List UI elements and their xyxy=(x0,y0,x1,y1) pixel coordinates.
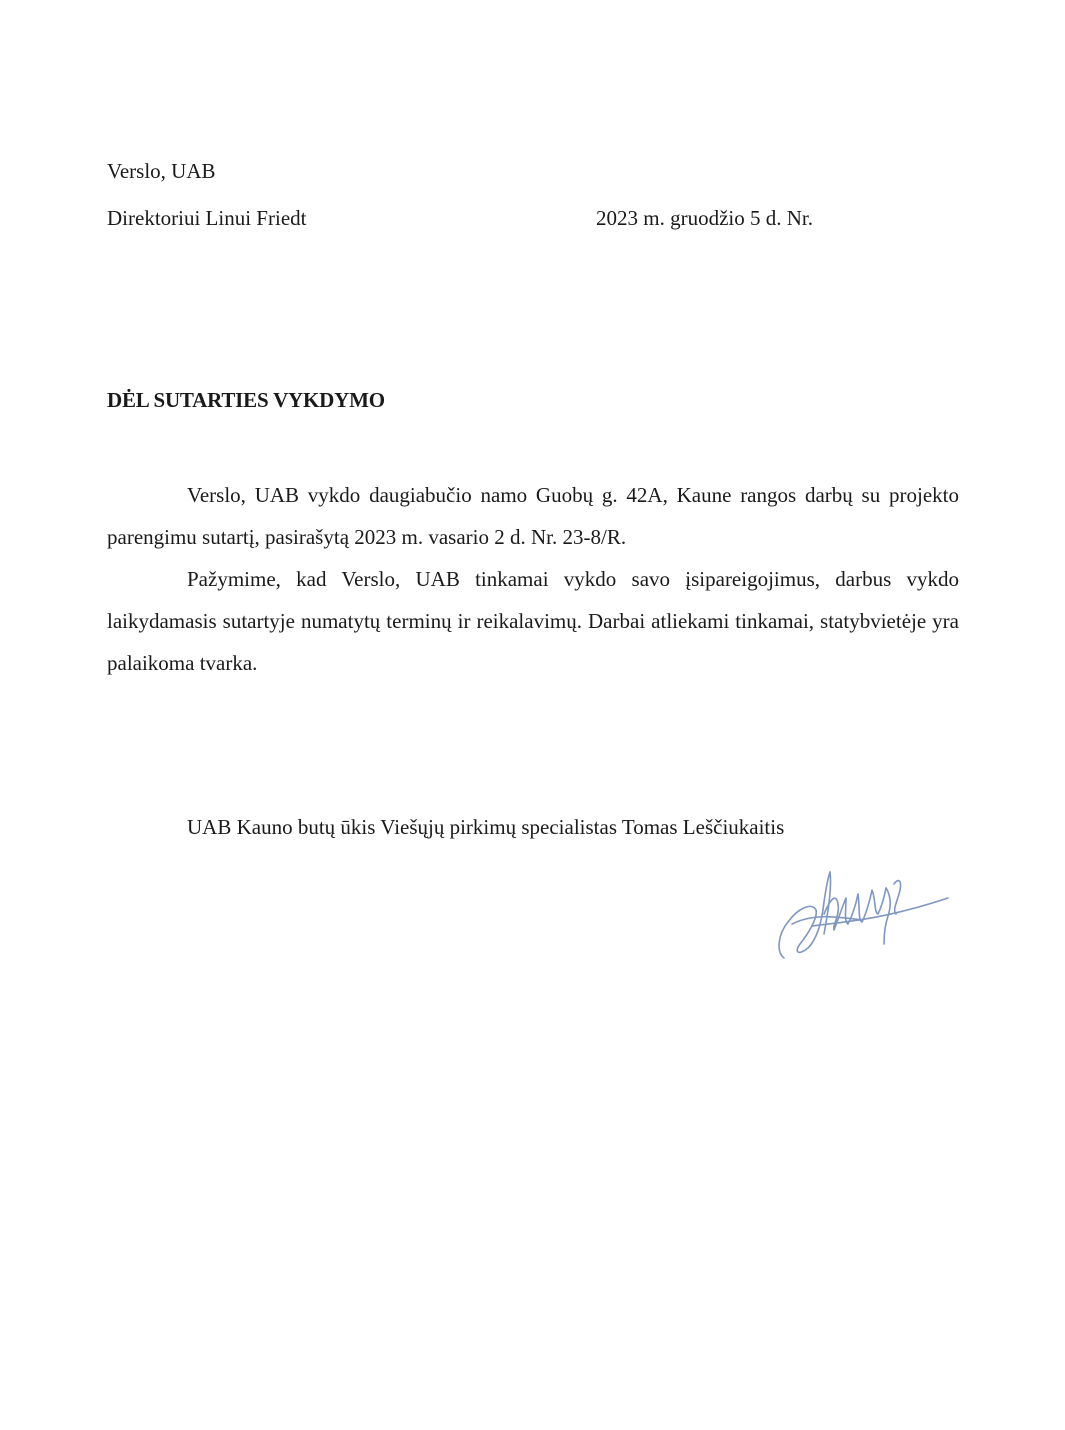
body-paragraph-2: Pažymime, kad Verslo, UAB tinkamai vykdo savo įsipareigojimus, darbus vykdo laikydamasis sutartyje numatytų terminų ir reikalavimų. Darbai atliekami tinkamai, statybvietėje yra palaikoma tvarka. xyxy=(107,567,959,675)
recipient-company: Verslo, UAB xyxy=(107,159,216,183)
body-paragraph-1: Verslo, UAB vykdo daugiabučio namo Guobų g. 42A, Kaune rangos darbų su projekto parengimu sutartį, pasirašytą 2023 m. vasario 2 d. Nr. 23-8/R. xyxy=(107,483,959,549)
date-reference: 2023 m. gruodžio 5 d. Nr. xyxy=(596,206,813,230)
handwritten-signature xyxy=(772,864,952,964)
letter-subject: DĖL SUTARTIES VYKDYMO xyxy=(107,388,385,412)
signatory-line: UAB Kauno butų ūkis Viešųjų pirkimų specialistas Tomas Leščiukaitis xyxy=(187,815,785,839)
letter-body xyxy=(107,474,959,684)
recipient-person: Direktoriui Linui Friedt xyxy=(107,206,307,230)
